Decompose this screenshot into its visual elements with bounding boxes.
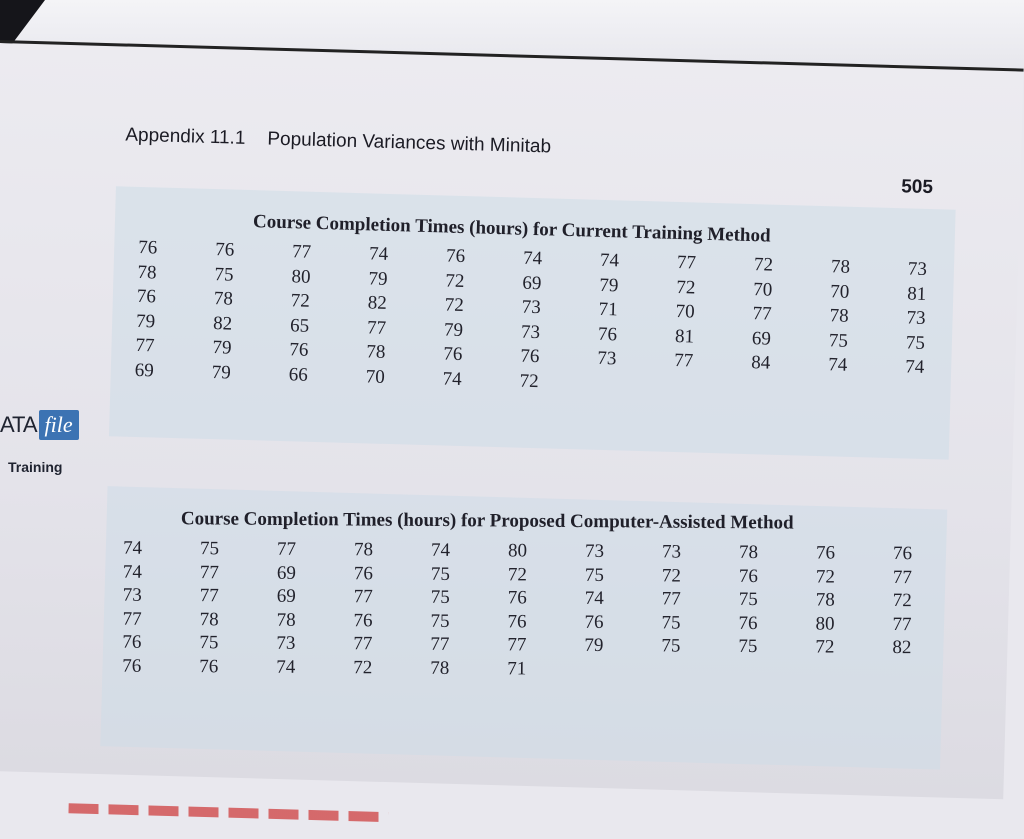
table2-cell: 72 [815,636,835,658]
table2-cell: 75 [661,611,681,634]
table2-cell: 77 [661,588,681,610]
book-page [0,40,1024,799]
table1-cell: 73 [907,258,928,280]
table1-cell: 76 [289,339,309,361]
table2-cell: 77 [892,566,912,588]
table1-cell: 74 [599,249,620,272]
table2-cell: 74 [431,539,451,561]
table2-cell: 77 [353,633,373,655]
table2-cell: 71 [507,657,527,679]
table2-cell: 75 [200,538,220,560]
table2-cell: 75 [430,586,450,608]
table1-cell: 76 [443,343,463,366]
table2-cell: 75 [738,588,758,611]
table2-cell: 78 [815,589,835,611]
table1-cell: 74 [442,367,463,390]
table2-cell: 80 [815,612,835,635]
table1-cell: 70 [675,300,695,323]
table1-cell [673,373,751,400]
table1-cell: 77 [676,251,697,274]
table2-cell: 76 [122,655,142,677]
table1-cell: 82 [367,292,388,314]
table2-cell: 72 [815,565,835,588]
table2-cell: 82 [892,637,912,659]
table2-cell: 76 [507,587,527,609]
table1-cell: 78 [137,261,157,283]
table2-grid [122,537,970,684]
table1-cell: 69 [751,327,772,350]
table2-cell: 77 [199,585,219,607]
table1-cell [904,380,982,407]
table2-cell: 77 [122,608,142,630]
table2-cell: 77 [277,538,297,560]
table2-cell [892,660,969,684]
table1-cell: 69 [134,359,155,381]
table2-cell: 77 [892,613,912,635]
table2-cell: 75 [430,610,450,632]
table2-cell: 80 [508,540,528,562]
table2-cell: 72 [507,563,528,585]
table1-cell: 76 [137,236,158,259]
table2-cell: 74 [584,587,604,609]
table1-cell: 72 [753,254,774,276]
table1-cell: 78 [830,256,851,278]
table1-cell: 79 [443,319,464,341]
section-title: Population Variances with Minitab [267,128,552,158]
table1-cell: 72 [444,294,465,317]
table2-cell: 75 [199,632,219,654]
table1-cell: 74 [827,354,848,376]
table1-title: Course Completion Times (hours) for Current Training Method [252,211,771,247]
table2-cell: 78 [276,609,296,631]
table1-cell: 73 [520,321,541,343]
page-number: 505 [900,176,934,199]
table1-cell: 81 [906,282,927,305]
table2-cell: 75 [584,564,604,586]
table1-cell: 78 [829,305,849,327]
table2-cell: 73 [585,540,605,562]
table2-cell: 72 [892,590,912,612]
table1-cell [827,378,905,405]
table2-cell: 74 [276,656,296,678]
table1-cell: 72 [290,290,311,312]
table2-cell: 76 [738,565,758,587]
table2-cell: 76 [122,631,142,653]
table1-cell: 71 [598,298,618,321]
table1-cell [750,376,828,403]
table1-cell: 79 [135,310,156,332]
table2-cell [815,659,892,683]
table1-cell: 75 [214,263,234,286]
table2-cell: 74 [123,537,143,559]
table2-cell: 78 [354,539,374,561]
table1-cell: 70 [365,365,386,388]
table2-cell: 73 [122,584,142,606]
table2-cell: 76 [353,562,374,584]
table2-cell: 77 [199,561,220,583]
table2-cell: 73 [662,541,682,563]
table1-cell: 79 [211,361,232,384]
table1-cell: 74 [522,247,543,270]
table2-cell: 77 [430,633,450,655]
table1-cell: 78 [366,341,386,363]
table1-cell: 72 [445,270,465,292]
table1-cell: 80 [291,265,311,288]
table2-cell: 72 [661,564,681,587]
data-file-badge [0,408,79,442]
table2-title: Course Completion Times (hours) for Proposed Computer-Assisted Method [180,508,794,534]
table1-cell [596,371,674,398]
data-file-badge-left: ATA [0,412,37,437]
table1-cell: 76 [520,345,540,368]
table2-cell: 78 [739,541,759,564]
table2-cell: 76 [738,612,758,634]
table2-cell: 75 [738,635,758,658]
table2-cell: 76 [893,543,913,565]
table2-cell [584,657,661,681]
next-heading-fragment [68,803,388,822]
table2-cell: 77 [353,586,373,608]
table1-cell: 77 [674,349,694,372]
table2-cell: 74 [122,561,143,583]
table1-cell: 73 [906,307,926,329]
table1-cell: 77 [135,334,155,357]
table2-cell: 76 [584,611,604,633]
table1-cell: 75 [905,331,926,354]
table1-cell: 74 [904,356,925,378]
table1-cell: 79 [599,274,619,296]
table1-cell: 77 [366,316,387,339]
table1-grid [134,236,985,407]
data-file-name: Training [8,459,63,475]
table1-cell: 65 [289,314,310,337]
table2-cell [738,658,815,682]
table2-cell: 75 [661,635,681,657]
table2-cell: 75 [430,563,451,585]
table2-cell: 76 [816,542,836,564]
table1-cell: 74 [368,243,389,265]
table2-cell: 77 [507,634,527,656]
table1-cell: 78 [213,288,234,310]
table1-cell: 73 [597,347,617,370]
table1-cell: 77 [291,241,312,263]
table1-cell: 69 [522,272,542,294]
table1-cell: 73 [521,296,542,319]
table2-cell: 69 [276,585,296,607]
table2-cell: 78 [430,657,450,679]
table1-cell: 66 [288,363,309,386]
table1-cell: 76 [445,245,466,268]
table2-cell: 76 [199,655,219,677]
section-label: Appendix 11.1 [125,124,246,149]
table1-cell: 76 [214,239,235,261]
table1-cell: 76 [136,285,157,308]
table1-cell: 70 [830,280,850,303]
table2-cell: 79 [584,634,604,656]
table2-cell: 73 [276,632,296,654]
table1-cell: 79 [212,337,232,359]
table1-cell: 70 [753,278,773,301]
data-file-badge-right: file [39,410,79,440]
running-header [125,125,551,159]
table2-cell: 76 [507,610,527,632]
table1-cell: 76 [597,323,618,345]
table2-cell [661,658,738,682]
table1-cell: 84 [750,352,771,374]
table1-cell: 72 [676,276,696,299]
table1-cell: 82 [212,312,233,335]
table1-cell: 75 [828,329,849,352]
table1-cell: 72 [519,370,539,392]
table1-cell: 79 [368,267,388,290]
table1-cell: 81 [674,325,695,347]
table2-cell: 78 [199,608,219,630]
table2-cell: 76 [353,609,373,631]
table1-cell: 77 [752,303,772,325]
table2-cell: 69 [276,562,297,584]
table2-cell: 72 [353,656,373,678]
